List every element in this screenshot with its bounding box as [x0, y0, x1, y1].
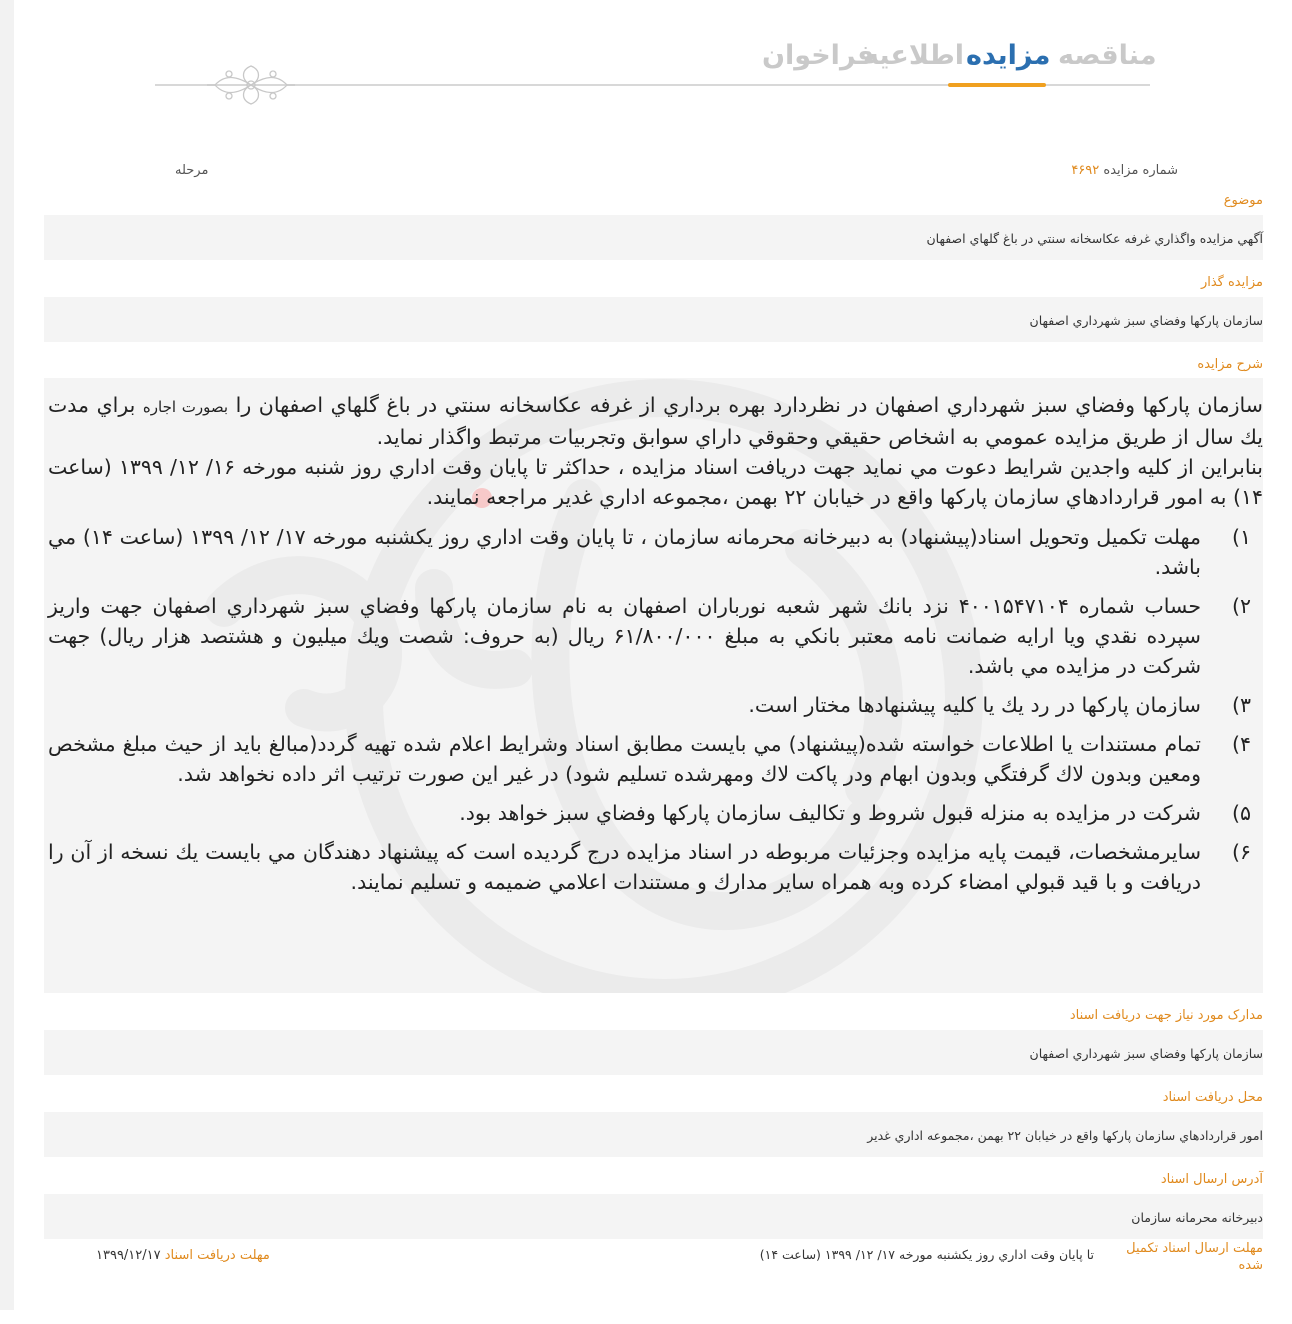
condition-item: [48, 591, 1263, 681]
subject-value: آگهي مزايده واگذاري غرفه عكاسخانه سنتي در باغ گلهاي اصفهان: [926, 231, 1263, 246]
send-deadline-label: [1126, 1240, 1263, 1274]
receive-deadline-label: مهلت دریافت اسناد: [164, 1248, 270, 1263]
intro-part1: سازمان پاركها وفضاي سبز شهرداري اصفهان در نظردارد بهره برداري از غرفه عكاسخانه سنتي در باغ گلهاي اصفهان را: [228, 393, 1263, 417]
condition-item: [48, 690, 1263, 720]
condition-text: سازمان پاركها در رد يك يا كليه پيشنهادها مختار است.: [748, 693, 1201, 717]
receive-deadline-value: ۱۳۹۹/۱۲/۱۷: [96, 1248, 161, 1263]
condition-number: ۳): [1231, 693, 1251, 717]
auction-number-label: شماره مزایده: [1103, 163, 1178, 178]
description-intro: [48, 390, 1263, 452]
conditions-list: [48, 522, 1263, 897]
send-deadline-label-line1: مهلت ارسال اسناد تکمیل: [1126, 1241, 1263, 1256]
required-docs-label: مدارک مورد نیاز جهت دریافت اسناد: [1069, 1008, 1263, 1023]
condition-number: ۲): [1231, 594, 1251, 618]
tab-announcement[interactable]: اطلاعیه: [863, 40, 965, 71]
condition-text: حساب شماره ۴۰۰۱۵۴۷۱۰۴ نزد بانك شهر شعبه نورباران اصفهان به نام سازمان پاركها وفضاي سبز شهرداري اصفهان جهت واريز سپرده نقدي ويا ارايه ضمانت نامه معتبر بانكي به مبلغ ۶۱/۸۰۰/۰۰۰ ريال (به حروف: شصت ويك ميليون و هشتصد هزار ريال) جهت شركت در مزايده مي باشد.: [48, 594, 1202, 678]
required-docs-value: سازمان پاركها وفضاي سبز شهرداري اصفهان: [1029, 1046, 1263, 1061]
pickup-location-box: [44, 1112, 1263, 1157]
condition-item: [48, 798, 1263, 828]
pickup-location-value: امور قراردادهاي سازمان پاركها واقع در خيابان ۲۲ بهمن ،مجموعه اداري غدير: [867, 1128, 1263, 1143]
tab-tender[interactable]: مناقصه: [1058, 40, 1157, 71]
condition-text: تمام مستندات يا اطلاعات خواسته شده(پيشنهاد) مي بايست مطابق اسناد وشرايط اعلام شده تهيه گردد(مبالغ بايد از حيث مبلغ مشخص ومعين وبدون لاك گرفتگي وبدون ابهام ودر پاكت لاك ومهرشده تسليم شود) در غير اين صورت ترتيب اثر داده نخواهد شد.: [48, 732, 1201, 786]
auctioneer-value: سازمان پاركها وفضاي سبز شهرداري اصفهان: [1029, 313, 1263, 328]
active-tab-indicator: [948, 83, 1046, 87]
send-address-value: دبيرخانه محرمانه سازمان: [1131, 1210, 1263, 1225]
subject-box: [44, 215, 1263, 260]
pickup-location-label: محل دریافت اسناد: [1162, 1090, 1263, 1105]
description-box: [44, 378, 1263, 993]
description-label: شرح مزایده: [1197, 357, 1263, 372]
auction-number: [1071, 163, 1178, 178]
send-address-box: [44, 1194, 1263, 1239]
auctioneer-label: مزایده گذار: [1200, 275, 1263, 290]
condition-text: مهلت تكميل وتحويل اسناد(پيشنهاد) به دبيرخانه محرمانه سازمان ، تا پايان وقت اداري روز يكشنبه مورخه ۱۷/ ۱۲/ ۱۳۹۹ (ساعت ۱۴) مي باشد.: [48, 525, 1201, 579]
condition-item: [48, 522, 1263, 582]
send-deadline-value: تا پايان وقت اداري روز يكشنبه مورخه ۱۷/ ۱۲/ ۱۳۹۹ (ساعت ۱۴): [759, 1247, 1094, 1262]
left-strip: [0, 0, 14, 1310]
subject-label: موضوع: [1223, 193, 1263, 208]
condition-item: [48, 729, 1263, 789]
send-deadline-label-line2: شده: [1238, 1258, 1263, 1273]
condition-number: ۶): [1231, 840, 1251, 864]
stage-label: مرحله: [175, 163, 209, 178]
tab-auction[interactable]: مزایده: [966, 40, 1051, 71]
condition-text: سايرمشخصات، قيمت پايه مزايده وجزئيات مربوطه در اسناد مزايده درج گرديده است كه پيشنهاد دهندگان مي بايست يك نسخه از آن را دريافت و با قيد قبولي امضاء كرده وبه همراه ساير مدارك و مستندات اعلامي ضميمه و تسليم نمايند.: [48, 840, 1201, 894]
auctioneer-box: [44, 297, 1263, 342]
condition-item: [48, 837, 1263, 897]
condition-text: شركت در مزايده به منزله قبول شروط و تكاليف سازمان پاركها وفضاي سبز خواهد بود.: [459, 801, 1201, 825]
required-docs-box: [44, 1030, 1263, 1075]
receive-deadline: [96, 1248, 270, 1263]
tab-call[interactable]: فراخوان: [762, 40, 875, 71]
intro-small: بصورت اجاره: [142, 398, 229, 416]
description-intro-2: بنابراين از كليه واجدين شرايط دعوت مي نمايد جهت دريافت اسناد مزايده ، حداكثر تا پايان وقت اداري روز شنبه مورخه ۱۶/ ۱۲/ ۱۳۹۹ (ساعت ۱۴) به امور قراردادهاي سازمان پاركها واقع در خيابان ۲۲ بهمن ،مجموعه اداري غدير مراجعه نمايند.: [48, 455, 1263, 509]
description-content: [48, 390, 1263, 906]
condition-number: ۱): [1231, 525, 1251, 549]
auction-number-value: ۴۶۹۲: [1071, 163, 1100, 178]
ornament-icon: [205, 60, 297, 110]
send-address-label: آدرس ارسال اسناد: [1160, 1172, 1263, 1187]
condition-number: ۴): [1231, 732, 1251, 756]
intro-part2: براي مدت يك سال از طريق مزايده عمومي به اشخاص حقيقي وحقوقي داراي سوابق وتجربيات مرتبط واگذار نمايد.: [48, 393, 1263, 449]
condition-number: ۵): [1231, 801, 1251, 825]
